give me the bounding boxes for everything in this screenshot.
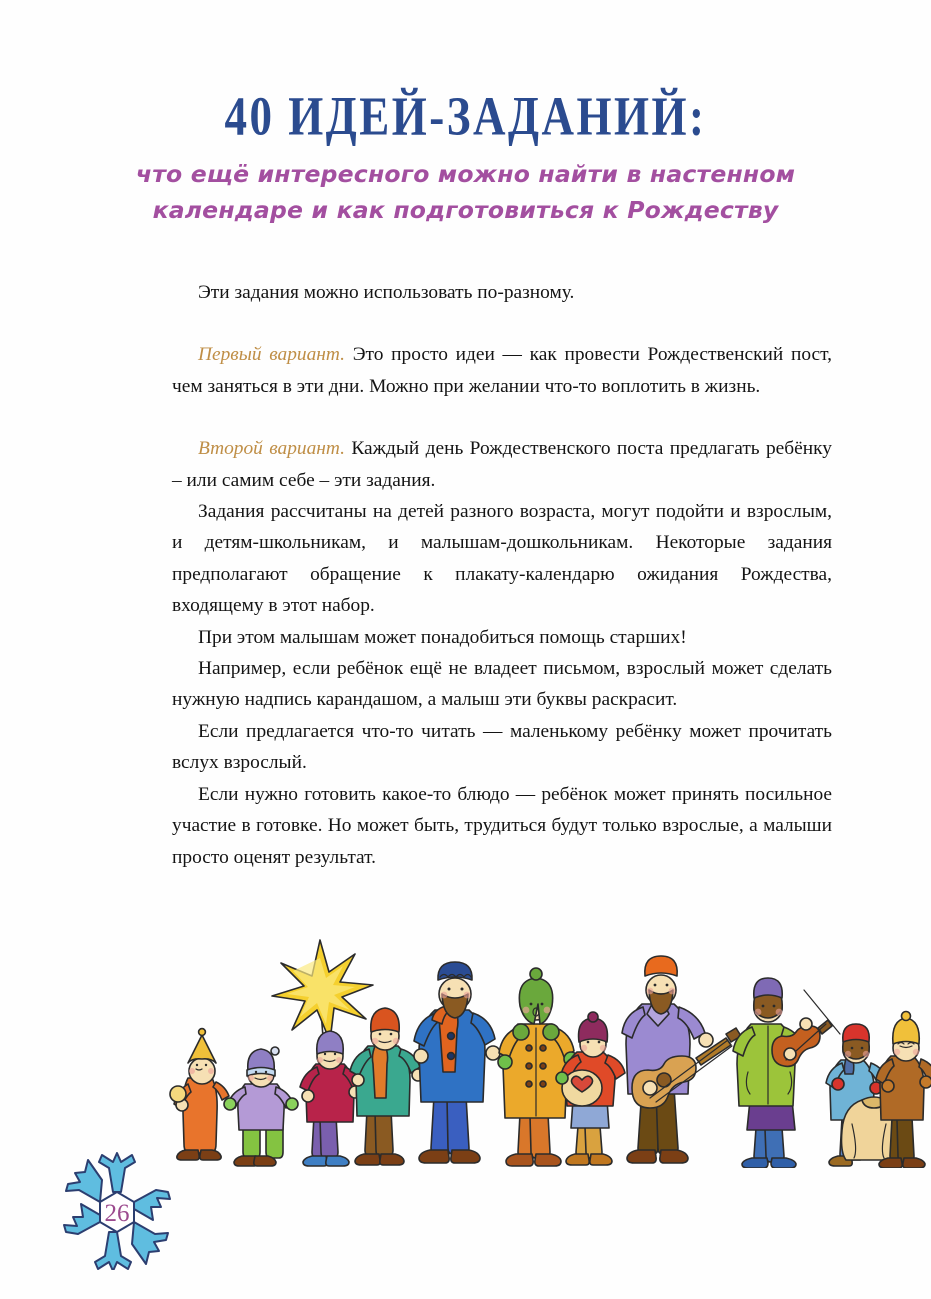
paragraph-first-option <box>172 339 832 402</box>
paragraph-cooking <box>172 779 832 873</box>
paragraph-text: Например, если ребёнок ещё не владеет письмом, взрослый может сделать нужную надпись карандашом, а малыш эти буквы раскрасит. <box>172 658 832 711</box>
paragraph-text: Эти задания можно использовать по-разному. <box>198 282 575 303</box>
lead-in-first-option: Первый вариант. <box>198 344 346 366</box>
body-copy <box>172 277 832 873</box>
paragraph-reading <box>172 716 832 779</box>
figure-boy-with-star-pole <box>300 1031 361 1166</box>
page-number-text: 26 <box>104 1200 130 1227</box>
page-number-badge <box>58 1152 176 1270</box>
figure-woman-with-violin <box>733 978 840 1168</box>
paragraph-ages <box>172 496 832 622</box>
page-title: 40 ИДЕЙ-ЗАДАНИЙ: <box>224 85 707 147</box>
figure-toddler-in-lilac <box>224 1047 298 1166</box>
paragraph-text: При этом малышам может понадобиться помощь старших! <box>198 626 687 648</box>
figure-man-with-guitar <box>622 956 741 1163</box>
carolers-illustration-svg <box>150 928 931 1168</box>
snowflake-icon <box>58 1152 176 1270</box>
paragraph-text: Если предлагается что-то читать — маленькому ребёнку может прочитать вслух взрослый. <box>172 720 832 774</box>
paragraph-second-option <box>172 433 832 496</box>
paragraph-intro <box>172 277 832 308</box>
carolers-illustration <box>150 928 931 1168</box>
page-subtitle <box>0 135 931 228</box>
figure-boy-in-teal-coat <box>350 1008 424 1165</box>
paragraph-text: Каждый день Рождественского поста предлагать ребёнку – или самим себе – эти задания. <box>172 438 832 491</box>
subtitle-line-2: календаре и как подготовиться к Рождеству <box>152 195 779 224</box>
lead-in-second-option: Второй вариант. <box>198 438 345 460</box>
figure-bearded-man-blue-coat <box>414 962 500 1163</box>
paragraph-text: Задания рассчитаны на детей разного возраста, могут подойти и взрослым, и детям-школьникам, и малышам-дошкольникам. Некоторые задания предполагают обращение к плакату-календарю ожидания Рождества, входящему в этот набор. <box>172 501 832 617</box>
paragraph-help <box>172 622 832 653</box>
paragraph-text: Это просто идеи — как провести Рождественский пост, чем заняться в эти дни. Можно при желании что-то воплотить в жизнь. <box>172 344 832 397</box>
page-heading <box>0 85 931 229</box>
subtitle-line-1: что ещё интересного можно найти в настенном <box>135 160 796 189</box>
paragraph-writing <box>172 653 832 716</box>
paragraph-text: Если нужно готовить какое-то блюдо — ребёнок может принять посильное участие в готовке. Но может быть, трудиться будут только взрослые, а малыши просто оценят результат. <box>172 783 832 868</box>
figure-toddler-with-rattle <box>170 1029 229 1160</box>
